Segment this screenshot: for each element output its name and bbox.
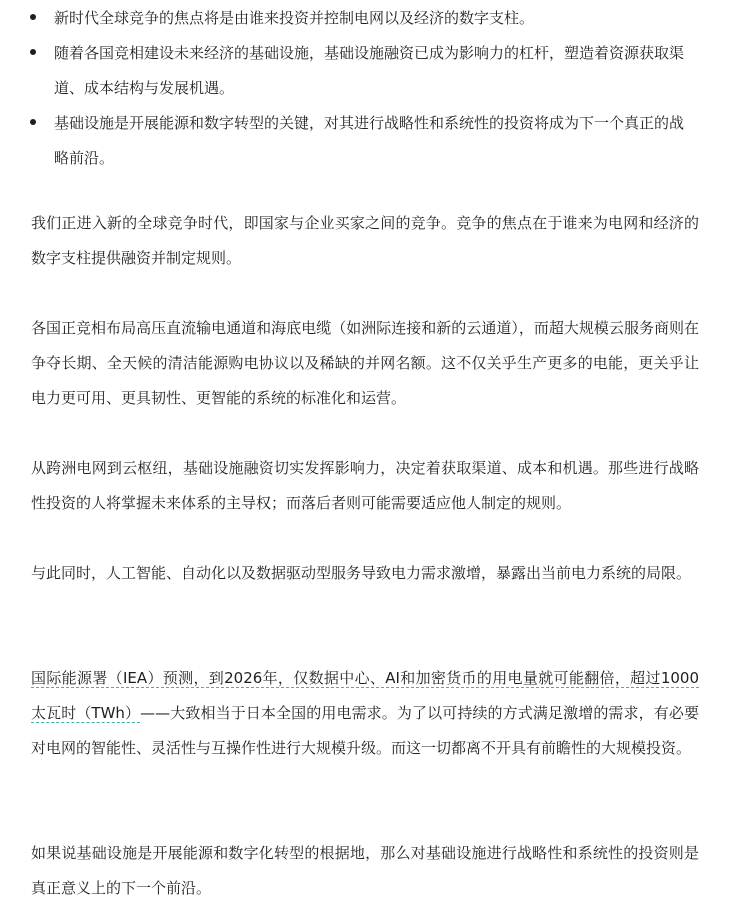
paragraph-conclusion: 如果说基础设施是开展能源和数字化转型的根据地，那么对基础设施进行战略性和系统性的投资则是真正意义上的下一个前沿。 [31, 844, 699, 897]
bullet-dot-icon [30, 119, 36, 125]
paragraph-demand-surge: 与此同时，人工智能、自动化以及数据驱动型服务导致电力需求激增，暴露出当前电力系统的局限。 [31, 564, 692, 582]
bullet-dot-icon [30, 49, 36, 55]
paragraph-iea-forecast [31, 661, 699, 766]
bullet-item [0, 36, 737, 106]
key-points-list [0, 1, 737, 176]
iea-forecast-link[interactable]: 国际能源署（IEA）预测，到2026年，仅数据中心、AI和加密货币的用电量就可能翻倍，超过1000太瓦时（TWh） [31, 669, 699, 722]
bullet-item [0, 1, 737, 36]
bullet-text: 基础设施是开展能源和数字转型的关键，对其进行战略性和系统性的投资将成为下一个真正的战略前沿。 [54, 114, 685, 167]
bullet-item [0, 106, 737, 176]
bullet-dot-icon [30, 14, 36, 20]
paragraph-infrastructure-finance: 从跨洲电网到云枢纽，基础设施融资切实发挥影响力，决定着获取渠道、成本和机遇。那些进行战略性投资的人将掌握未来体系的主导权；而落后者则可能需要适应他人制定的规则。 [31, 459, 699, 512]
bullet-text: 新时代全球竞争的焦点将是由谁来投资并控制电网以及经济的数字支柱。 [54, 9, 535, 27]
iea-forecast-rest: ——大致相当于日本全国的用电需求。为了以可持续的方式满足激增的需求，有必要对电网的智能性、灵活性与互操作性进行大规模升级。而这一切都离不开具有前瞻性的大规模投资。 [31, 704, 699, 757]
bullet-text: 随着各国竞相建设未来经济的基础设施，基础设施融资已成为影响力的杠杆，塑造着资源获取渠道、成本结构与发展机遇。 [54, 44, 685, 97]
paragraph-grid-race: 各国正竞相布局高压直流输电通道和海底电缆（如洲际连接和新的云通道），而超大规模云服务商则在争夺长期、全天候的清洁能源购电协议以及稀缺的并网名额。这不仅关乎生产更多的电能，更关乎让电力更可用、更具韧性、更智能的系统的标准化和运营。 [31, 319, 699, 407]
paragraph-global-competition: 我们正进入新的全球竞争时代，即国家与企业买家之间的竞争。竞争的焦点在于谁来为电网和经济的数字支柱提供融资并制定规则。 [31, 214, 699, 267]
